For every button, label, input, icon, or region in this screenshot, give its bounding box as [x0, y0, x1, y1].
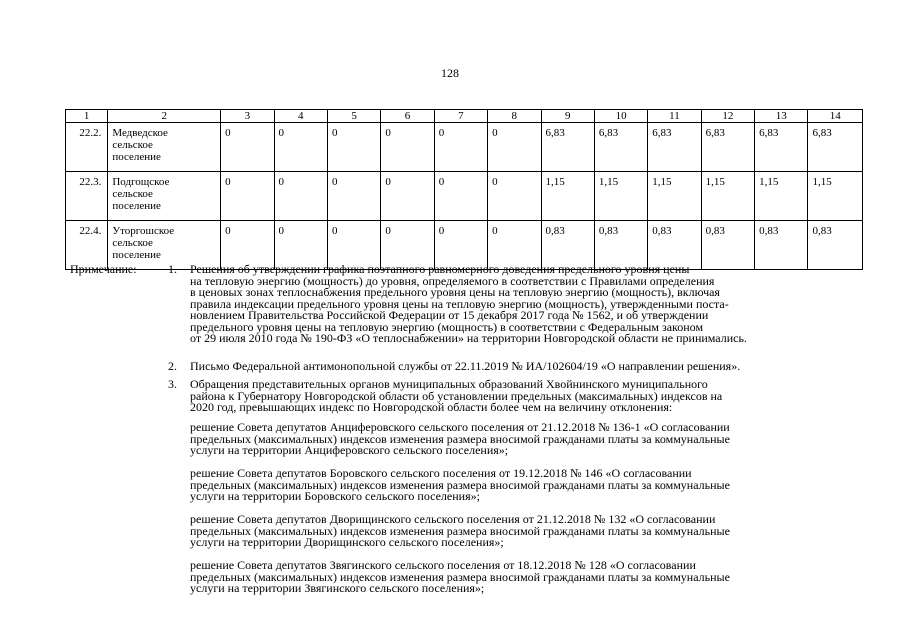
column-number-cell: 4 — [274, 110, 327, 123]
value-cell: 0 — [327, 221, 380, 270]
settlement-name-cell: Медведское сельское поселение — [108, 123, 221, 172]
decision-paragraph: решение Совета депутатов Анциферовского сельского поселения от 21.12.2018 № 136-1 «О согласовании предельных (максимальных) индексов изменения размера вносимой гражданами платы за коммунальные услуги на территории Анциферовского сельского поселения»; — [190, 420, 730, 457]
column-number-cell: 10 — [594, 110, 647, 123]
value-cell: 0 — [274, 172, 327, 221]
value-cell: 0 — [327, 172, 380, 221]
value-cell: 0,83 — [541, 221, 594, 270]
value-cell: 0 — [488, 221, 541, 270]
notes-label: Примечание: — [70, 262, 137, 276]
value-cell: 1,15 — [648, 172, 701, 221]
note-number: 2. — [168, 359, 177, 373]
note-number: 3. — [168, 377, 177, 391]
value-cell: 0 — [381, 123, 434, 172]
tariff-table — [65, 109, 863, 270]
value-cell: 0,83 — [808, 221, 863, 270]
column-number-cell: 1 — [66, 110, 108, 123]
column-number-cell: 8 — [488, 110, 541, 123]
value-cell: 0 — [327, 123, 380, 172]
value-cell: 1,15 — [701, 172, 754, 221]
value-cell: 0 — [381, 172, 434, 221]
value-cell: 0 — [434, 123, 487, 172]
value-cell: 6,83 — [701, 123, 754, 172]
value-cell: 6,83 — [808, 123, 863, 172]
value-cell: 6,83 — [755, 123, 808, 172]
row-index-cell: 22.2. — [66, 123, 108, 172]
value-cell: 0,83 — [594, 221, 647, 270]
value-cell: 0,83 — [648, 221, 701, 270]
column-number-cell: 6 — [381, 110, 434, 123]
column-number-cell: 11 — [648, 110, 701, 123]
value-cell: 0 — [274, 221, 327, 270]
note-item — [168, 262, 860, 345]
column-number-cell: 12 — [701, 110, 754, 123]
settlement-name-cell: Уторгошское сельское поселение — [108, 221, 221, 270]
value-cell: 0 — [221, 123, 274, 172]
decision-paragraph: решение Совета депутатов Дворищинского сельского поселения от 21.12.2018 № 132 «О согласовании предельных (максимальных) индексов изменения размера вносимой гражданами платы за коммунальные услуги на территории Дворищинского сельского поселения»; — [190, 512, 730, 549]
column-number-cell: 9 — [541, 110, 594, 123]
value-cell: 0 — [381, 221, 434, 270]
decision-paragraph: решение Совета депутатов Боровского сельского поселения от 19.12.2018 № 146 «О согласовании предельных (максимальных) индексов изменения размера вносимой гражданами платы за коммунальные услуги на территории Боровского сельского поселения»; — [190, 466, 730, 503]
note-item — [168, 377, 860, 414]
value-cell: 0 — [221, 221, 274, 270]
value-cell: 6,83 — [594, 123, 647, 172]
value-cell: 0,83 — [755, 221, 808, 270]
value-cell: 6,83 — [541, 123, 594, 172]
row-index-cell: 22.3. — [66, 172, 108, 221]
note-number: 1. — [168, 262, 177, 276]
table-header-row — [66, 110, 863, 123]
column-number-cell: 7 — [434, 110, 487, 123]
column-number-cell: 13 — [755, 110, 808, 123]
column-number-cell: 14 — [808, 110, 863, 123]
settlement-name-cell: Подгощское сельское поселение — [108, 172, 221, 221]
note-item — [168, 359, 860, 373]
value-cell: 6,83 — [648, 123, 701, 172]
value-cell: 0 — [488, 172, 541, 221]
value-cell: 1,15 — [755, 172, 808, 221]
value-cell: 0 — [434, 221, 487, 270]
page-number: 128 — [441, 66, 459, 80]
column-number-cell: 3 — [221, 110, 274, 123]
value-cell: 1,15 — [541, 172, 594, 221]
note-text: Письмо Федеральной антимонопольной службы от 22.11.2019 № ИА/102604/19 «О направлении решения». — [190, 359, 741, 373]
value-cell: 1,15 — [594, 172, 647, 221]
value-cell: 0,83 — [701, 221, 754, 270]
note-text: Решения об утверждении графика поэтапного равномерного доведения предельного уровня цены на тепловую энергию (мощность) до уровня, определяемого в соответствии с Правилами определения в ценовых зонах теплоснабжения предельного уровня цены на тепловую энергию (мощность), включая правила индексации предельного уровня цены на тепловую энергию (мощность), утвержденными поста- новлением Правительства Российской Федерации от 15 декабря 2017 года № 1562, и об утверждении предельного уровня цены на тепловую энергию (мощность) в соответствии с Федеральным законом от 29 июля 2010 года № 190-ФЗ «О теплоснабжении» на территории Новгородской области не принимались. — [190, 262, 747, 345]
note-text: Обращения представительных органов муниципальных образований Хвойнинского муниципального района к Губернатору Новгородской области об установлении предельных (максимальных) индексов на 2020 год, превышающих индекс по Новгородской области более чем на величину отклонения: — [190, 377, 723, 414]
column-number-cell: 2 — [108, 110, 221, 123]
decision-paragraph: решение Совета депутатов Звягинского сельского поселения от 18.12.2018 № 128 «О согласовании предельных (максимальных) индексов изменения размера вносимой гражданами платы за коммунальные услуги на территории Звягинского сельского поселения»; — [190, 558, 730, 595]
table-row — [66, 172, 863, 221]
value-cell: 0 — [274, 123, 327, 172]
value-cell: 1,15 — [808, 172, 863, 221]
value-cell: 0 — [434, 172, 487, 221]
row-index-cell: 22.4. — [66, 221, 108, 270]
table-row — [66, 123, 863, 172]
value-cell: 0 — [221, 172, 274, 221]
value-cell: 0 — [488, 123, 541, 172]
column-number-cell: 5 — [327, 110, 380, 123]
